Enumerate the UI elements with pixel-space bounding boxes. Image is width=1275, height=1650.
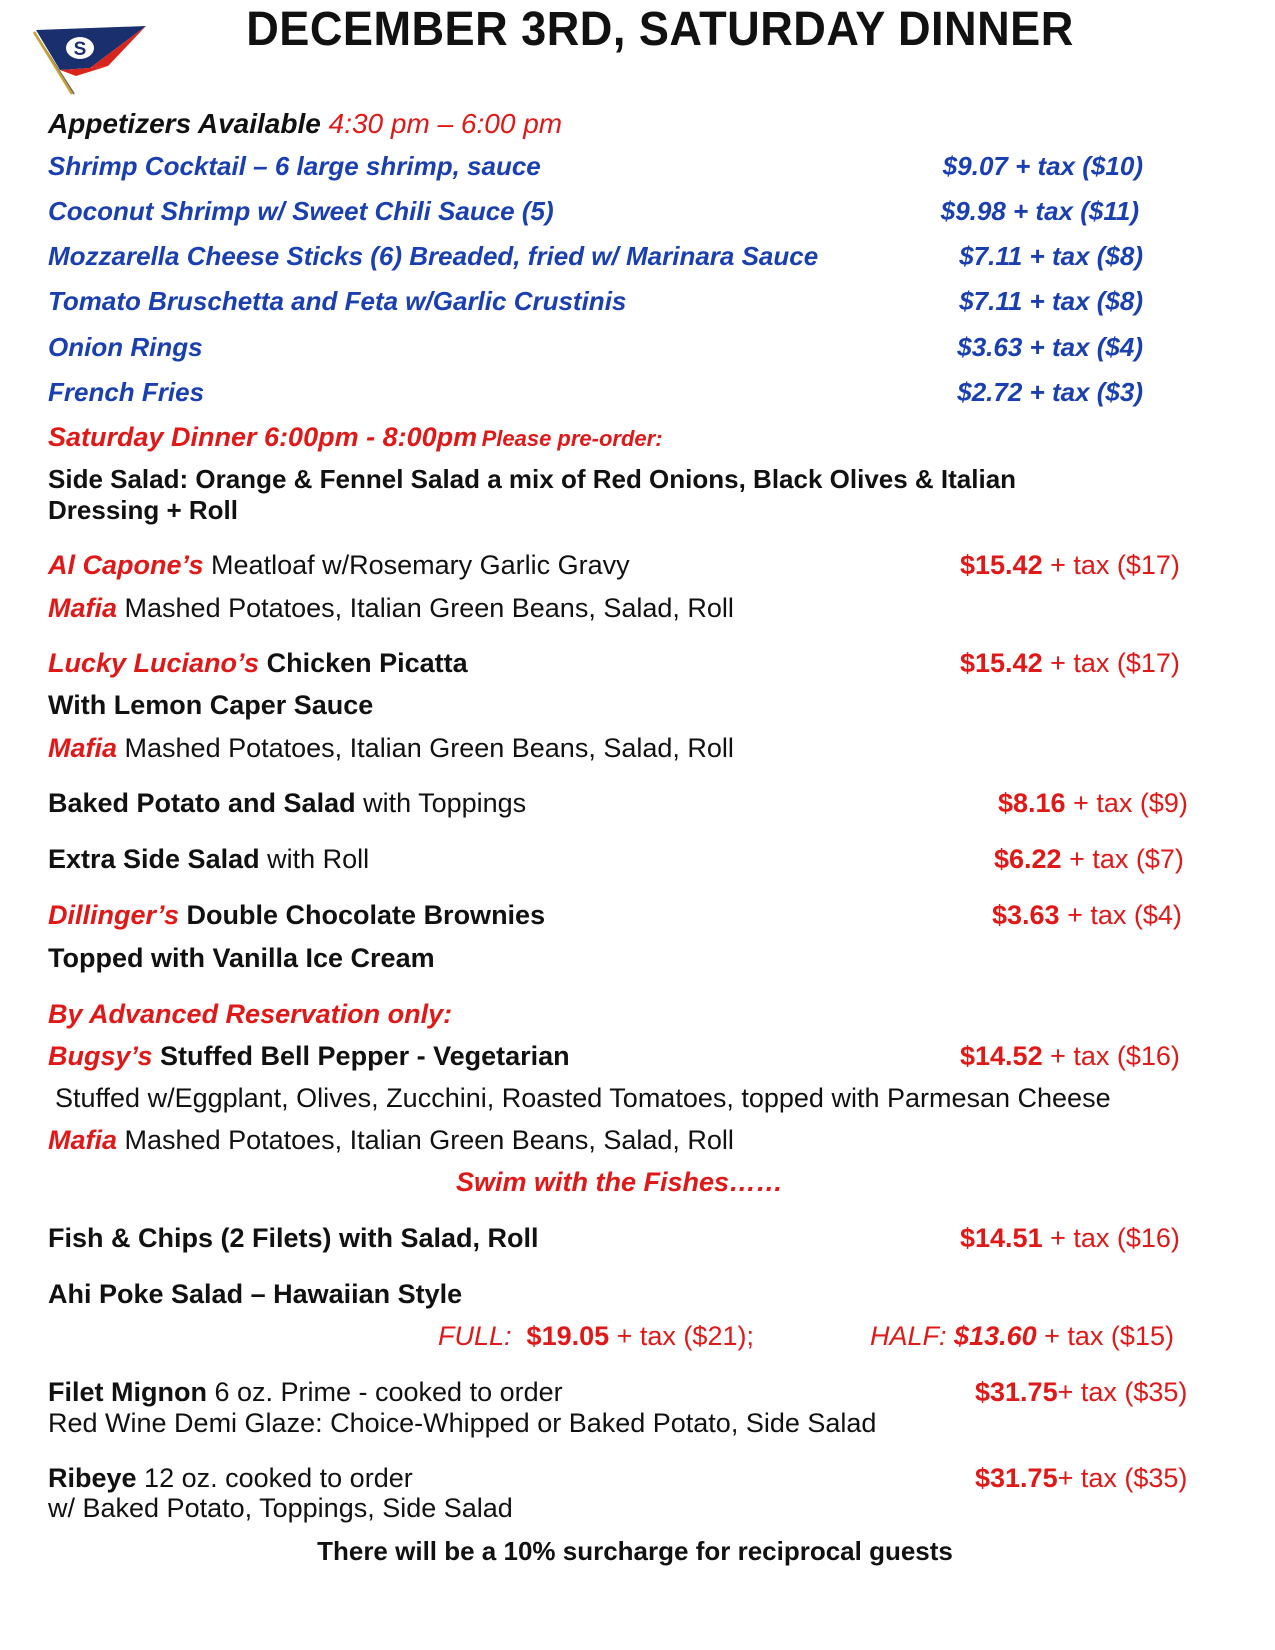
chicken-item: Lucky Luciano’s Chicken Picatta <box>48 648 468 678</box>
filet-sub: Red Wine Demi Glaze: Choice-Whipped or Baked Potato, Side Salad <box>48 1408 877 1438</box>
baked-potato-price: $8.16 + tax ($9) <box>998 788 1188 818</box>
chicken-price: $15.42 + tax ($17) <box>960 648 1180 678</box>
chicken-sub: With Lemon Caper Sauce <box>48 690 374 720</box>
poke-item: Ahi Poke Salad – Hawaiian Style <box>48 1279 463 1309</box>
appetizer-price: $7.11 + tax ($8) <box>959 286 1143 316</box>
filet-price: $31.75+ tax ($35) <box>975 1377 1188 1407</box>
extra-salad-item: Extra Side Salad with Roll <box>48 844 370 874</box>
pepper-item: Bugsy’s Stuffed Bell Pepper - Vegetarian <box>48 1041 570 1071</box>
appetizer-name: Mozzarella Cheese Sticks (6) Breaded, fried w/ Marinara Sauce <box>48 241 819 271</box>
brownies-item: Dillinger’s Double Chocolate Brownies <box>48 900 546 930</box>
reservation-heading: By Advanced Reservation only: <box>48 999 453 1029</box>
fish-chips-price: $14.51 + tax ($16) <box>960 1223 1180 1253</box>
mafia-sides: Mafia Mashed Potatoes, Italian Green Beans, Salad, Roll <box>48 1125 734 1155</box>
appetizer-price: $9.07 + tax ($10) <box>942 151 1143 181</box>
side-salad-line-1: Side Salad: Orange & Fennel Salad a mix of Red Onions, Black Olives & Italian <box>48 464 1017 494</box>
appetizers-heading: Appetizers Available 4:30 pm – 6:00 pm <box>48 108 563 139</box>
appetizer-price: $7.11 + tax ($8) <box>959 241 1143 271</box>
baked-potato-item: Baked Potato and Salad with Toppings <box>48 788 527 818</box>
ribeye-item: Ribeye 12 oz. cooked to order <box>48 1463 413 1493</box>
appetizer-name: Shrimp Cocktail – 6 large shrimp, sauce <box>48 151 541 181</box>
mafia-sides: Mafia Mashed Potatoes, Italian Green Beans, Salad, Roll <box>48 733 734 763</box>
surcharge-note: There will be a 10% surcharge for reciprocal guests <box>317 1536 953 1566</box>
pepper-price: $14.52 + tax ($16) <box>960 1041 1180 1071</box>
appetizer-price: $3.63 + tax ($4) <box>957 332 1143 362</box>
appetizer-name: Coconut Shrimp w/ Sweet Chili Sauce (5) <box>48 196 554 226</box>
appetizer-name: Tomato Bruschetta and Feta w/Garlic Crustinis <box>48 286 627 316</box>
brownies-price: $3.63 + tax ($4) <box>992 900 1182 930</box>
page-title: DECEMBER 3RD, SATURDAY DINNER <box>246 3 1074 56</box>
fish-heading: Swim with the Fishes…… <box>456 1167 784 1197</box>
appetizer-name: French Fries <box>48 377 205 407</box>
meatloaf-price: $15.42 + tax ($17) <box>960 550 1180 580</box>
dinner-heading: Saturday Dinner 6:00pm - 8:00pm Please pre-order: <box>48 422 663 452</box>
poke-full-price: FULL: $19.05 + tax ($21); <box>438 1321 754 1351</box>
filet-item: Filet Mignon 6 oz. Prime - cooked to order <box>48 1377 563 1407</box>
ribeye-price: $31.75+ tax ($35) <box>975 1463 1188 1493</box>
side-salad-line-2: Dressing + Roll <box>48 495 238 525</box>
extra-salad-price: $6.22 + tax ($7) <box>994 844 1184 874</box>
pepper-description: Stuffed w/Eggplant, Olives, Zucchini, Roasted Tomatoes, topped with Parmesan Cheese <box>55 1083 1111 1113</box>
logo-letter: S <box>73 39 87 60</box>
ribeye-sub: w/ Baked Potato, Toppings, Side Salad <box>48 1493 513 1523</box>
mafia-sides: Mafia Mashed Potatoes, Italian Green Beans, Salad, Roll <box>48 593 734 623</box>
brownies-sub: Topped with Vanilla Ice Cream <box>48 943 435 973</box>
fish-chips-item: Fish & Chips (2 Filets) with Salad, Roll <box>48 1223 539 1253</box>
appetizer-price: $2.72 + tax ($3) <box>957 377 1143 407</box>
appetizer-name: Onion Rings <box>48 332 203 362</box>
appetizer-price: $9.98 + tax ($11) <box>940 196 1139 226</box>
meatloaf-item: Al Capone’s Meatloaf w/Rosemary Garlic Gravy <box>48 550 630 580</box>
poke-half-price: HALF: $13.60 + tax ($15) <box>870 1321 1174 1351</box>
